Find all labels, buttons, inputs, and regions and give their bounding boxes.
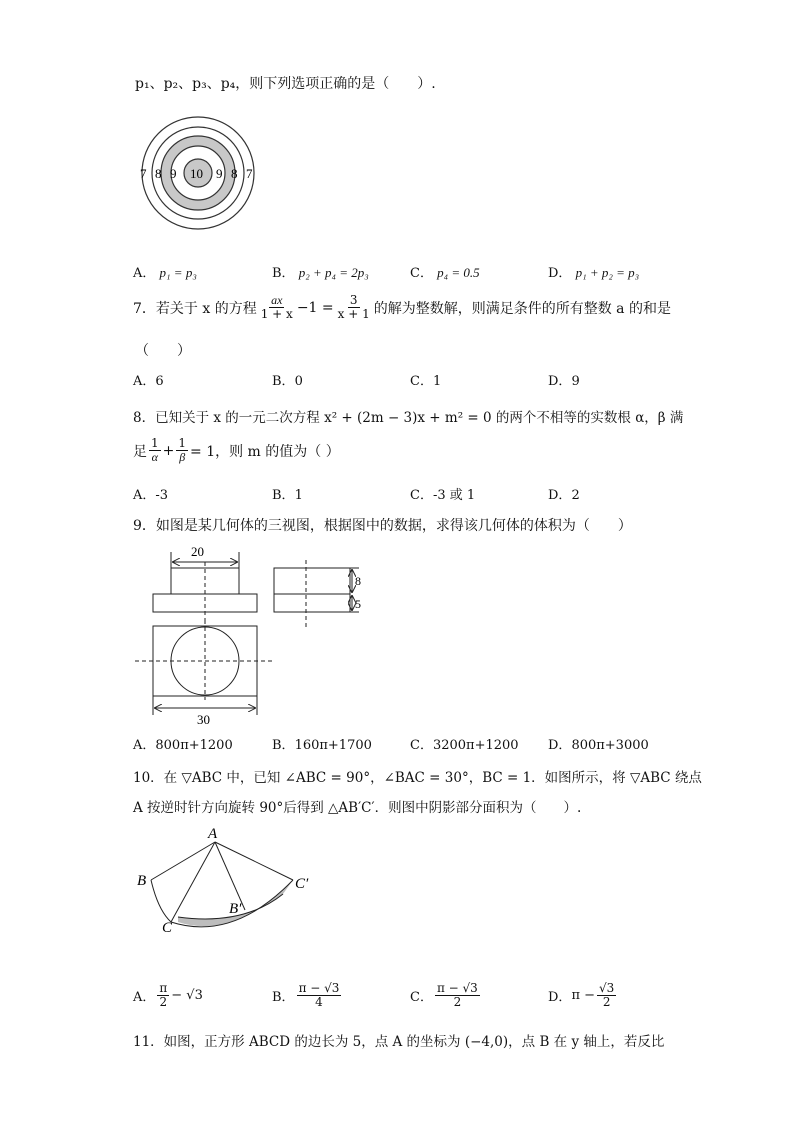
rotation-figure bbox=[133, 822, 323, 940]
target-figure bbox=[135, 115, 263, 231]
ring-label: 8 bbox=[231, 166, 238, 181]
q6-option-b[interactable]: B． p₂ + p₄ = 2p₃ bbox=[272, 265, 369, 281]
q7-paren: （ ） bbox=[135, 343, 191, 359]
q10-line1: 10．在 ▽ABC 中，已知 ∠ABC = 90°，∠BAC = 30°，BC = 1．如图所示，将 ▽ABC 绕点 bbox=[133, 770, 702, 786]
q9-option-b[interactable]: B．160π+1700 bbox=[272, 738, 372, 753]
q10-option-a[interactable]: A． $\frac{\pi}{2}$ − √3 bbox=[133, 981, 203, 1009]
q11-stem: 11．如图，正方形 ABCD 的边长为 5，点 A 的坐标为 (−4,0)，点 B 在 y 轴上，若反比 bbox=[133, 1034, 665, 1050]
q10-option-d[interactable]: D． π − $\frac{√3}{2}$ bbox=[548, 981, 615, 1009]
ring-label: 7 bbox=[140, 166, 147, 181]
label-c-prime: C′ bbox=[295, 876, 309, 892]
q6-option-a[interactable]: A． p₁ = p₃ bbox=[133, 265, 197, 281]
q7-option-b[interactable]: B．0 bbox=[272, 374, 303, 389]
q8-option-d[interactable]: D．2 bbox=[548, 488, 580, 503]
q7-option-c[interactable]: C．1 bbox=[410, 374, 442, 389]
q10-option-b[interactable]: B． $\frac{\pi - √3}{4}$ bbox=[272, 981, 340, 1009]
three-view-figure bbox=[133, 540, 383, 726]
label-a: A bbox=[208, 826, 218, 842]
label-b-prime: B′ bbox=[229, 901, 242, 917]
ring-label: 9 bbox=[216, 166, 223, 181]
dim-top-label: 20 bbox=[191, 544, 204, 559]
q8-line2: 足 $\frac{1}{\alpha}$ + $\frac{1}{\beta}$ = 1，则 m 的值为（ ） bbox=[133, 436, 340, 464]
q10-option-c[interactable]: C． $\frac{\pi - √3}{2}$ bbox=[410, 981, 478, 1009]
q7-option-a[interactable]: A．6 bbox=[133, 374, 164, 389]
q7-option-d[interactable]: D．9 bbox=[548, 374, 580, 389]
q6-stem: p₁、p₂、p₃、p₄，则下列选项正确的是（ ）. bbox=[135, 76, 436, 92]
q9-option-d[interactable]: D．800π+3000 bbox=[548, 738, 649, 753]
dim-bottom-label: 30 bbox=[197, 712, 210, 726]
ring-label: 9 bbox=[170, 166, 177, 181]
q9-option-c[interactable]: C．3200π+1200 bbox=[410, 738, 519, 753]
q10-line2: A 按逆时针方向旋转 90°后得到 △AB′C′．则图中阴影部分面积为（ ）. bbox=[133, 800, 582, 816]
label-c: C bbox=[162, 920, 173, 936]
q7-stem: 7． 若关于 x 的方程 $\frac{ax}{1 + x}$ −1 = $\frac{3}{x + 1}$ 的解为整数解，则满足条件的所有整数 a 的和是 bbox=[133, 293, 671, 321]
label-b: B bbox=[137, 873, 147, 889]
dim-5-label: 5 bbox=[355, 597, 361, 611]
ring-label: 8 bbox=[155, 166, 162, 181]
q8-option-b[interactable]: B．1 bbox=[272, 488, 303, 503]
q9-stem: 9．如图是某几何体的三视图，根据图中的数据，求得该几何体的体积为（ ） bbox=[133, 518, 632, 534]
q8-line1: 8．已知关于 x 的一元二次方程 x² + (2m − 3)x + m² = 0 的两个不相等的实数根 α，β 满 bbox=[133, 410, 684, 426]
ring-label: 7 bbox=[246, 166, 253, 181]
q9-option-a[interactable]: A．800π+1200 bbox=[133, 738, 233, 753]
q8-option-c[interactable]: C．-3 或 1 bbox=[410, 488, 476, 503]
q6-option-c[interactable]: C． p₄ = 0.5 bbox=[410, 265, 480, 281]
ring-label: 10 bbox=[190, 166, 203, 181]
q6-option-d[interactable]: D． p₁ + p₂ = p₃ bbox=[548, 265, 640, 281]
dim-8-label: 8 bbox=[355, 574, 361, 588]
q8-option-a[interactable]: A．-3 bbox=[133, 488, 169, 503]
